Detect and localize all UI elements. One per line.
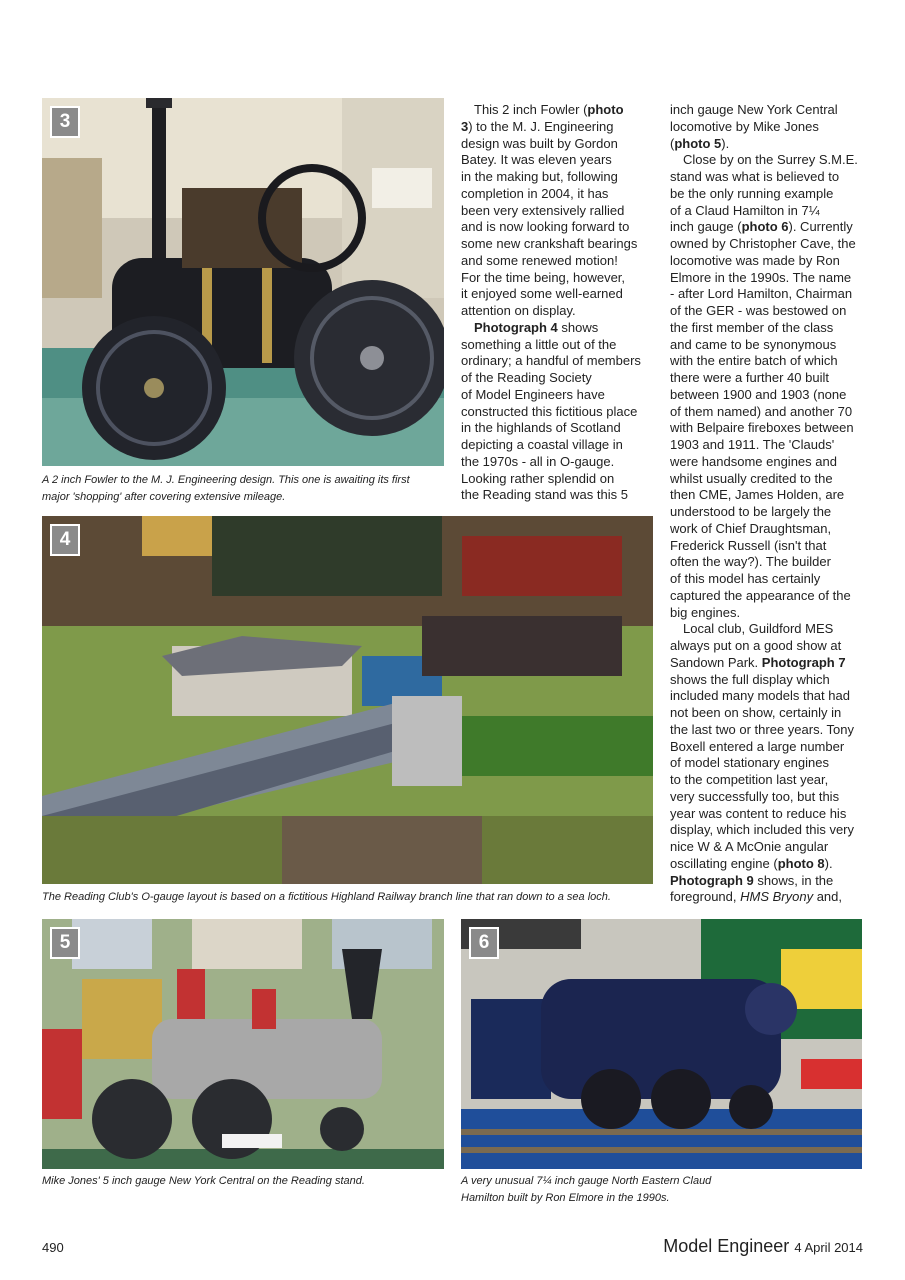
article-line: were handsome engines and — [670, 453, 837, 469]
photo-number-badge: 3 — [50, 106, 80, 138]
photo-4-caption: The Reading Club's O-gauge layout is based on a fictitious Highland Railway branch line that ran down to a sea loch. — [42, 891, 611, 903]
article-line: work of Chief Draughtsman, — [670, 520, 832, 536]
article-line: the first member of the class — [670, 319, 834, 335]
article-line: Frederick Russell (isn't that — [670, 537, 827, 553]
article-line: with Belpaire fireboxes between — [670, 420, 854, 436]
article-line: of model stationary engines — [670, 755, 829, 771]
article-line: included many models that had — [670, 688, 850, 704]
article-line: of the Reading Society — [461, 370, 592, 385]
photo-6-claud-hamilton-locomotive — [461, 919, 862, 1169]
article-line: of Model Engineers have — [461, 386, 605, 402]
article-line: Boxell entered a large number — [670, 738, 845, 754]
article-line: of a Claud Hamilton in 7¼ — [670, 202, 820, 218]
article-line: locomotive by Mike Jones — [670, 118, 819, 134]
article-line: constructed this fictitious place — [461, 403, 638, 419]
page-number: 490 — [42, 1240, 64, 1255]
article-line: with the entire batch of which — [670, 353, 838, 369]
article-line: completion in 2004, it has — [461, 185, 609, 201]
photo-4-o-gauge-layout — [42, 516, 653, 884]
article-line: Close by on the Surrey S.M.E. — [683, 152, 858, 168]
article-line: in the highlands of Scotland — [461, 420, 621, 436]
article-line: of the GER - was bestowed on — [670, 303, 847, 318]
article-line: there were a further 40 built — [670, 370, 829, 385]
article-line: something a little out of the — [461, 336, 617, 352]
article-line: shows the full display which — [670, 671, 830, 687]
article-line: then CME, James Holden, are — [670, 487, 845, 503]
article-column-1 — [461, 102, 656, 504]
photo-5-new-york-central-locomotive — [42, 919, 444, 1169]
article-line: the last two or three years. Tony — [670, 721, 855, 737]
article-column-2 — [670, 102, 870, 906]
photo-number-badge: 5 — [50, 927, 80, 959]
article-line: it enjoyed some well-earned — [461, 286, 623, 302]
article-line: been very extensively rallied — [461, 202, 625, 218]
article-line: captured the appearance of the — [670, 587, 851, 603]
article-line: the 1970s - all in O-gauge. — [461, 453, 615, 469]
article-line: the Reading stand was this 5 — [461, 487, 628, 503]
photo-3-fowler-traction-engine — [42, 98, 444, 466]
article-line: display, which included this very — [670, 822, 855, 838]
photo-3-caption: A 2 inch Fowler to the M. J. Engineering design. This one is awaiting its first major 'shopping' after covering extensive mileage. — [42, 474, 410, 503]
article-line: Batey. It was eleven years — [461, 152, 612, 168]
article-line: of them named) and another 70 — [670, 403, 853, 419]
article-line: big engines. — [670, 604, 741, 620]
article-line: 3) to the M. J. Engineering — [461, 118, 614, 134]
article-line: Looking rather splendid on — [461, 470, 615, 486]
article-line: foreground, HMS Bryony and, — [670, 889, 842, 905]
article-line: ordinary; a handful of members — [461, 353, 641, 369]
photo-5-caption: Mike Jones' 5 inch gauge New York Central on the Reading stand. — [42, 1175, 365, 1187]
magazine-footer — [663, 1236, 863, 1257]
photo-6-caption: A very unusual 7¼ inch gauge North Eastern Claud Hamilton built by Ron Elmore in the 1990s. — [461, 1175, 712, 1204]
article-line: Sandown Park. Photograph 7 — [670, 654, 846, 670]
article-line: some new crankshaft bearings — [461, 236, 638, 251]
article-line: and some renewed motion! — [461, 252, 618, 268]
article-line: (photo 5). — [670, 135, 730, 151]
article-line: stand was what is believed to — [670, 169, 840, 184]
article-line: in the making but, following — [461, 169, 618, 184]
issue-date: 4 April 2014 — [794, 1240, 863, 1255]
article-line: - after Lord Hamilton, Chairman — [670, 286, 853, 302]
photo-number-badge: 4 — [50, 524, 80, 556]
article-line: Elmore in the 1990s. The name — [670, 269, 852, 285]
article-line: This 2 inch Fowler (photo — [474, 102, 624, 117]
article-line: owned by Christopher Cave, the — [670, 236, 856, 251]
magazine-title: Model Engineer — [663, 1236, 790, 1256]
article-line: depicting a coastal village in — [461, 437, 623, 452]
article-line: very successfully too, but this — [670, 788, 840, 804]
article-line: For the time being, however, — [461, 269, 626, 285]
article-line: nice W & A McOnie angular — [670, 839, 829, 854]
article-line: between 1900 and 1903 (none — [670, 386, 847, 402]
photo-number-badge: 6 — [469, 927, 499, 959]
article-line: whilst usually credited to the — [670, 470, 833, 486]
article-line: Photograph 9 shows, in the — [670, 872, 834, 888]
article-line: oscillating engine (photo 8). — [670, 855, 833, 871]
article-line: to the competition last year, — [670, 772, 829, 787]
article-line: of this model has certainly — [670, 571, 821, 586]
article-line: and came to be synonymous — [670, 336, 837, 352]
article-line: always put on a good show at — [670, 638, 842, 653]
article-line: be the only running example — [670, 185, 834, 201]
article-line: Photograph 4 shows — [474, 319, 599, 335]
article-line: attention on display. — [461, 303, 576, 318]
article-line: often the way?). The builder — [670, 554, 831, 570]
article-line: not been on show, certainly in — [670, 705, 842, 720]
article-line: inch gauge New York Central — [670, 102, 838, 117]
article-line: locomotive was made by Ron — [670, 252, 840, 268]
article-line: and is now looking forward to — [461, 219, 630, 235]
article-line: 1903 and 1911. The 'Clauds' — [670, 437, 835, 452]
article-line: year was content to reduce his — [670, 805, 847, 821]
article-line: understood to be largely the — [670, 504, 832, 519]
article-line: Local club, Guildford MES — [683, 621, 834, 637]
article-line: design was built by Gordon — [461, 135, 618, 151]
article-line: inch gauge (photo 6). Currently — [670, 219, 853, 235]
